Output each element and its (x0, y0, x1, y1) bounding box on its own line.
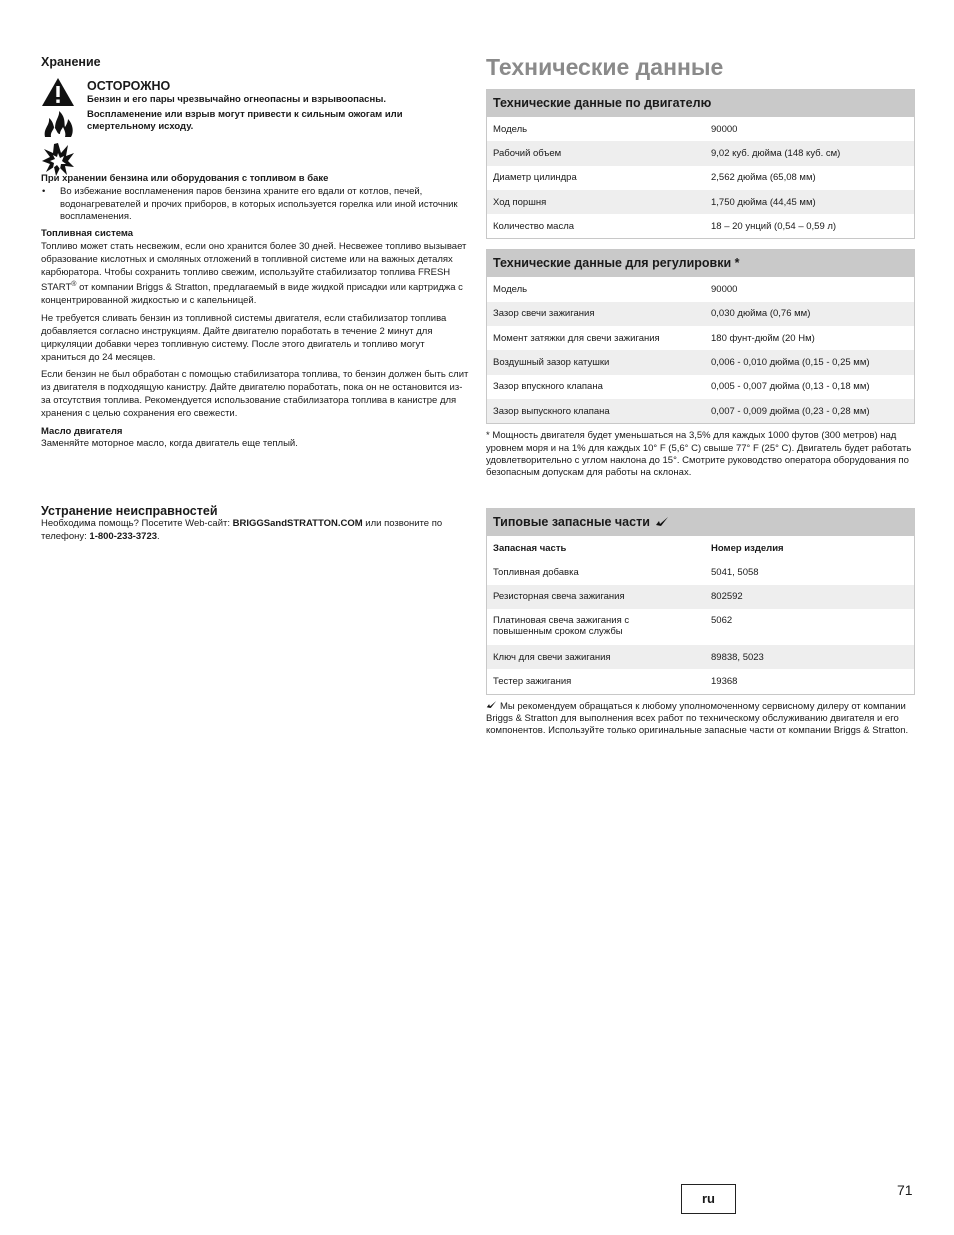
explosion-icon (41, 141, 75, 177)
row-value: 180 фунт-дюйм (20 Нм) (711, 332, 815, 344)
language-badge: ru (681, 1184, 736, 1214)
row-value: 1,750 дюйма (44,45 мм) (711, 196, 816, 208)
fuel-p1-b: от компании Briggs & Stratton, предлагаемый в виде жидкой присадки или картриджа с концентрированной жидкостью и с капельницей. (41, 282, 463, 307)
table-row (487, 117, 914, 141)
row-label: Ход поршня (493, 196, 547, 208)
troubleshooting-heading: Устранение неисправностей (41, 504, 218, 519)
warning-block (41, 77, 471, 159)
row-value: 2,562 дюйма (65,08 мм) (711, 172, 816, 184)
left-column (41, 55, 471, 544)
engine-specs-table (486, 89, 915, 239)
table-row (487, 190, 914, 214)
parts-note (486, 700, 915, 738)
table-row (487, 585, 914, 609)
row-label: Момент затяжки для свечи зажигания (493, 332, 660, 344)
parts-heading-text: Типовые запасные части (493, 515, 650, 530)
row-value: 89838, 5023 (711, 651, 764, 663)
table-row (487, 560, 914, 584)
row-label: Платиновая свеча зажигания с повышенным сроком службы (493, 615, 630, 638)
warning-line-2: Воспламенение или взрыв могут привести к сильным ожогам или смертельному исходу. (87, 109, 403, 132)
parts-col-part: Запасная часть (493, 542, 567, 554)
fuel-p1-a: Топливо может стать несвежим, если оно хранится более 30 дней. Несвежее топливо вызывает образование кислотных и смоляных отложений в топливной системе или на важных деталях карбюратора. Чтобы сохранить топливо свежим, используйте стабилизатор топлива FRESH START (41, 240, 467, 294)
storage-heading: Хранение (41, 55, 101, 69)
row-value: 0,030 дюйма (0,76 мм) (711, 308, 811, 320)
table-row (487, 645, 914, 669)
tuneup-specs-heading: Технические данные для регулировки * (487, 250, 914, 277)
fire-icon (41, 110, 75, 138)
table-row (487, 141, 914, 165)
storing-bullet: • Во избежание воспламенения паров бензина храните его вдали от котлов, печей, водонагревателей и прочих приборов, в которых используется горелка или иной источник воспламенения. (41, 186, 471, 224)
page-title: Технические данные (486, 54, 724, 80)
row-label: Воздушный зазор катушки (493, 357, 610, 369)
warning-title: ОСТОРОЖНО (87, 79, 171, 93)
row-label: Количество масла (493, 220, 575, 232)
parts-table (486, 508, 915, 694)
oil-heading: Масло двигателя (41, 425, 123, 437)
table-row (487, 214, 914, 238)
fuel-paragraph-2: Не требуется сливать бензин из топливной системы двигателя, если стабилизатор топлива добавляется согласно инструкциям. Дайте двигателю поработать в течение 2 минут для циркуляции добавки через топливную систему. После этого двигатель и топливо могут храниться до 24 месяцев. (41, 313, 447, 363)
row-value: 19368 (711, 675, 738, 687)
row-label: Диаметр цилиндра (493, 172, 577, 184)
row-value: 802592 (711, 591, 743, 603)
row-label: Тестер зажигания (493, 675, 572, 687)
checkmark-icon (486, 700, 497, 709)
table-row (487, 166, 914, 190)
row-label: Зазор впускного клапана (493, 381, 603, 393)
row-label: Модель (493, 123, 528, 135)
warning-icons (41, 77, 77, 180)
parts-note-text: Мы рекомендуем обращаться к любому уполномоченному сервисному дилеру от компании Briggs & Stratton для выполнения всех работ по техническому обслуживанию двигателя и его компонентов. Используйте только оригинальные запасные части от компании Briggs & Stratton. (486, 700, 909, 737)
row-label: Зазор выпускного клапана (493, 405, 610, 417)
row-label: Топливная добавка (493, 567, 579, 579)
warning-text (87, 79, 471, 136)
row-value: 0,005 - 0,007 дюйма (0,13 - 0,18 мм) (711, 381, 870, 393)
page-number: 71 (897, 1182, 913, 1198)
row-value: 0,006 - 0,010 дюйма (0,15 - 0,25 мм) (711, 357, 870, 369)
registered-mark: ® (71, 281, 77, 289)
row-value: 9,02 куб. дюйма (148 куб. см) (711, 147, 841, 159)
website-link[interactable]: BRIGGSandSTRATTON.COM (232, 518, 363, 530)
trouble-text-a: Необходима помощь? Посетите Web-сайт: (41, 518, 233, 530)
row-value: 90000 (711, 123, 738, 135)
table-row (487, 302, 914, 326)
warning-line-1: Бензин и его пары чрезвычайно огнеопасны и взрывоопасны. (87, 94, 386, 105)
right-column (486, 53, 915, 738)
troubleshooting-text (41, 518, 471, 544)
storing-heading: При хранении бензина или оборудования с топливом в баке (41, 173, 329, 184)
row-value: 0,007 - 0,009 дюйма (0,23 - 0,28 мм) (711, 405, 870, 417)
table-row (487, 277, 914, 301)
table-row (487, 326, 914, 350)
row-label: Ключ для свечи зажигания (493, 651, 611, 663)
fuel-paragraph-3: Если бензин не был обработан с помощью стабилизатора топлива, то бензин должен быть слит из двигателя в подходящую канистру. Дайте двигателю поработать, пока он не остановится из-за отсутствия топлива. Рекомендуется использование стабилизатора топлива в канистре для хранения с целью сохранения его свежести. (41, 369, 469, 419)
row-label: Зазор свечи зажигания (493, 308, 595, 320)
trouble-text-b: или позвоните по телефону: (41, 518, 443, 542)
row-value: 5062 (711, 615, 733, 627)
row-label: Модель (493, 284, 528, 296)
table-row (487, 399, 914, 423)
warning-triangle-icon (41, 77, 75, 107)
checkmark-icon (655, 516, 669, 527)
table-row (487, 375, 914, 399)
row-label: Рабочий объем (493, 147, 562, 159)
tuneup-specs-table (486, 249, 915, 424)
engine-specs-heading: Технические данные по двигателю (487, 90, 914, 117)
table-row (487, 669, 914, 693)
parts-col-number: Номер изделия (711, 542, 784, 554)
fuel-system-heading: Топливная система (41, 228, 134, 240)
trouble-text-end: . (157, 530, 160, 542)
table-row (487, 609, 914, 645)
row-value: 18 – 20 унций (0,54 – 0,59 л) (711, 220, 837, 232)
row-value: 90000 (711, 284, 738, 296)
row-value: 5041, 5058 (711, 567, 759, 579)
table-row (487, 350, 914, 374)
parts-column-header (487, 536, 914, 560)
row-label: Резисторная свеча зажигания (493, 591, 625, 603)
phone-number: 1-800-233-3723 (89, 530, 158, 542)
parts-heading (487, 509, 914, 536)
tuneup-note: * Мощность двигателя будет уменьшаться на 3,5% для каждых 1000 футов (300 метров) над уровнем моря и на 1% для каждых 10° F (5,6° C) свыше 77° F (25° C). Двигатель будет работать удовлетворительно с углом наклона до 15°. Смотрите руководство оператора оборудования по безопасным допускам для работы на склонах. (486, 430, 912, 479)
fuel-paragraph-1 (41, 241, 471, 308)
oil-text: Заменяйте моторное масло, когда двигатель еще теплый. (41, 438, 298, 450)
